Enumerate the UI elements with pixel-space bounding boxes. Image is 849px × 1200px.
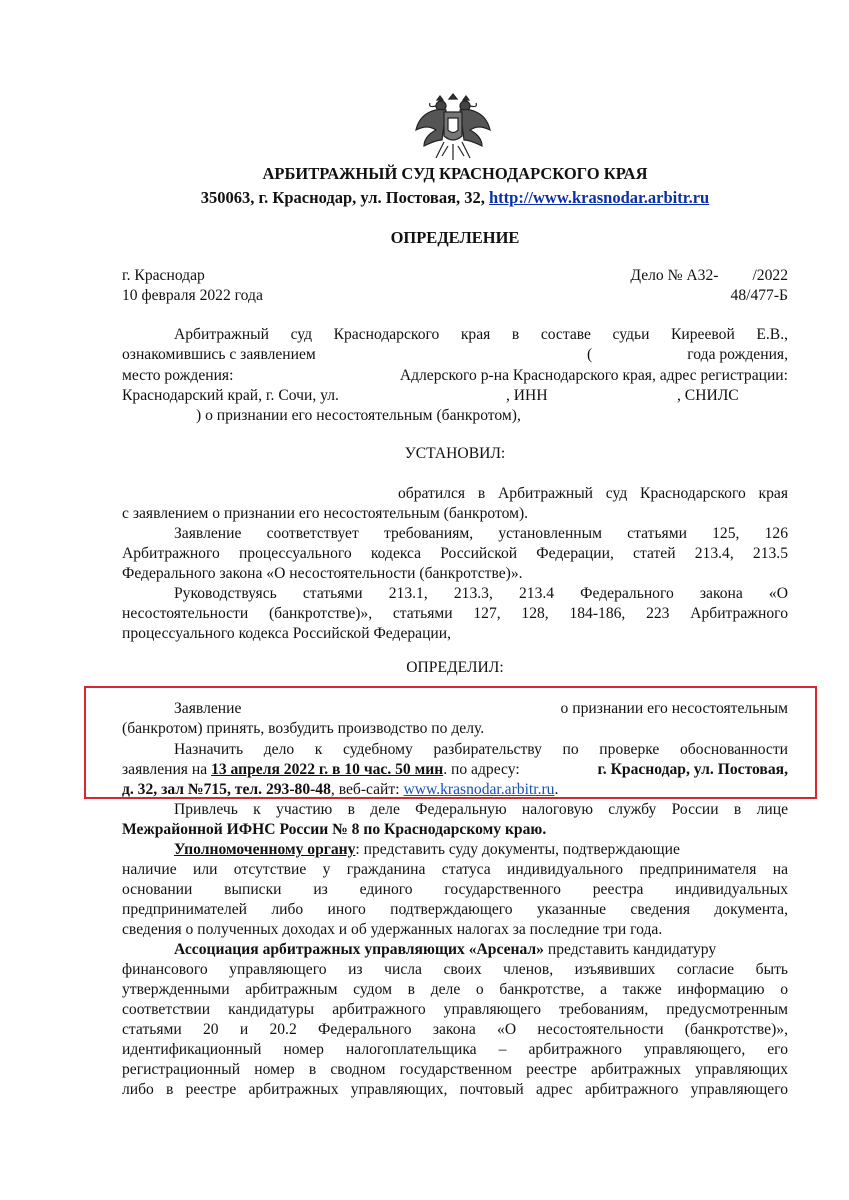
intro-line-4: Краснодарский край, г. Сочи, ул. , ИНН , СНИЛС [122, 387, 739, 404]
decided-line-19: регистрационный номер в сводном государственном реестре арбитражных управляющих [122, 1061, 788, 1078]
intro-line-2: ознакомившись с заявлением ( года рождения, [122, 346, 788, 363]
decided-line-1: Заявление о признании его несостоятельным [174, 700, 788, 717]
decided-line-5: д. 32, зал №715, тел. 293-80-48, веб-сайт: www.krasnodar.arbitr.ru. [122, 781, 559, 798]
decided-line-9: наличие или отсутствие у гражданина статуса индивидуального предпринимателя на [122, 861, 788, 878]
court-address: 350063, г. Краснодар, ул. Постовая, 32, [200, 188, 485, 207]
hearing-address: г. Краснодар, ул. Постовая, [597, 761, 788, 778]
decided-line-4: заявления на 13 апреля 2022 г. в 10 час. 50 мин. по адресу: г. Краснодар, ул. Постовая, [122, 761, 788, 778]
established-line-4: Арбитражного процессуального кодекса Российской Федерации, статей 213.4, 213.5 [122, 545, 788, 562]
decided-line-2: (банкротом) принять, возбудить производство по делу. [122, 720, 485, 737]
court-site-link[interactable]: www.krasnodar.arbitr.ru [403, 781, 555, 798]
intro-line-3: место рождения: Адлерского р-на Краснодарского края, адрес регистрации: [122, 367, 788, 384]
decided-line-13: Ассоциация арбитражных управляющих «Арсенал» представить кандидатуру [174, 941, 717, 958]
meta-row-1 [122, 266, 788, 286]
decided-heading: ОПРЕДЕЛИЛ: [406, 659, 504, 676]
decided-line-3: Назначить дело к судебному разбирательству по проверке обоснованности [174, 741, 788, 758]
established-line-5: Федерального закона «О несостоятельности (банкротстве)». [122, 565, 523, 582]
intro-line-1: Арбитражный суд Краснодарского края в составе судьи Киреевой Е.В., [174, 326, 788, 343]
city: г. Краснодар [122, 267, 205, 284]
case-sub-number: 48/477-Б [730, 287, 788, 304]
established-line-3: Заявление соответствует требованиям, установленным статьями 125, 126 [174, 525, 788, 542]
court-address-line [122, 188, 788, 208]
decided-line-16: соответствии кандидатуры арбитражного управляющего требованиям, предусмотренным [122, 1001, 788, 1018]
meta-row-2 [122, 286, 788, 306]
established-line-7: несостоятельности (банкротстве)», статьями 127, 128, 184-186, 223 Арбитражного [122, 605, 788, 622]
court-phone: 293-80-48 [265, 781, 331, 798]
decided-line-18: идентификационный номер налогоплательщика – арбитражного управляющего, его [122, 1041, 788, 1058]
established-line-2: с заявлением о признании его несостоятельным (банкротом). [122, 505, 529, 522]
decided-line-17: статьями 20 и 20.2 Федерального закона «О несостоятельности (банкротстве)», [122, 1021, 788, 1038]
decision-date: 10 февраля 2022 года [122, 287, 263, 304]
court-name: АРБИТРАЖНЫЙ СУД КРАСНОДАРСКОГО КРАЯ [262, 164, 648, 183]
authority-label: Уполномоченному органу [174, 841, 356, 858]
coat-of-arms-icon [412, 86, 494, 168]
association-name: Ассоциация арбитражных управляющих «Арсенал» [174, 941, 544, 958]
court-website-link[interactable]: http://www.krasnodar.arbitr.ru [489, 188, 710, 207]
decided-line-6: Привлечь к участию в деле Федеральную налоговую службу России в лице [174, 801, 788, 818]
decided-line-14: финансового управляющего из числа своих членов, изъявивших согласие быть [122, 961, 788, 978]
established-heading: УСТАНОВИЛ: [404, 445, 506, 462]
hearing-datetime: 13 апреля 2022 г. в 10 час. 50 мин [211, 761, 444, 778]
established-line-6: Руководствуясь статьями 213.1, 213.3, 213.4 Федерального закона «О [174, 585, 788, 602]
decided-line-10: основании выписки из единого государственного реестра индивидуальных [122, 881, 788, 898]
decided-line-11: предпринимателей либо иного подтверждающего указанные сведения документа, [122, 901, 788, 918]
established-line-1: обратился в Арбитражный суд Краснодарского края [398, 485, 788, 502]
decided-line-20: либо в реестре арбитражных управляющих, почтовый адрес арбитражного управляющего [122, 1081, 788, 1098]
document-title: ОПРЕДЕЛЕНИЕ [390, 228, 520, 247]
decided-line-7: Межрайонной ИФНС России № 8 по Краснодарскому краю. [122, 821, 547, 838]
decided-line-12: сведения о полученных доходах и об удержанных налогах за последние три года. [122, 921, 663, 938]
intro-line-5: ) о признании его несостоятельным (банкротом), [196, 407, 521, 424]
decided-line-15: утвержденными арбитражным судом в деле о банкротстве, а также информацию о [122, 981, 788, 998]
established-line-8: процессуального кодекса Российской Федерации, [122, 625, 452, 642]
case-number: Дело № А32- /2022 [630, 267, 788, 284]
decided-line-8: Уполномоченному органу: представить суду документы, подтверждающие [174, 841, 680, 858]
